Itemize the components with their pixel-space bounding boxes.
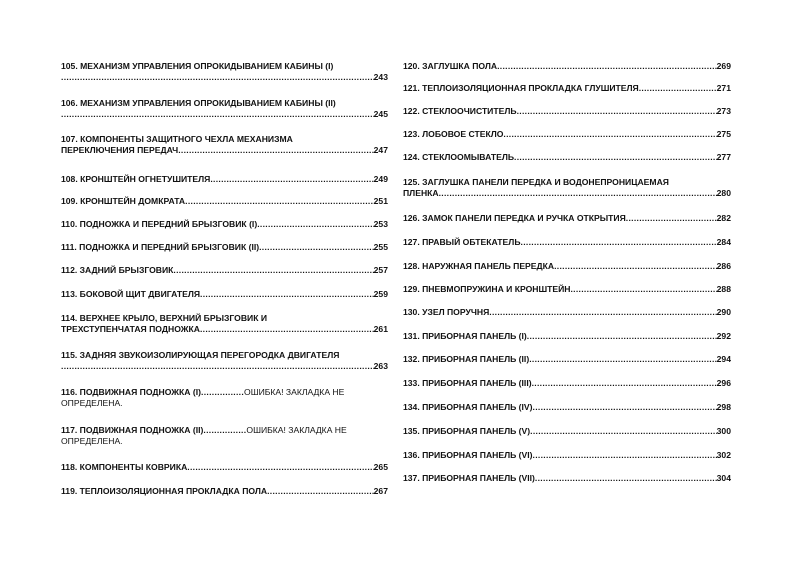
toc-line <box>403 152 731 163</box>
dot-leader <box>626 213 717 224</box>
toc-entry[interactable] <box>403 237 731 248</box>
dot-leader <box>533 402 717 413</box>
toc-line <box>61 387 388 398</box>
page-number: 249 <box>373 174 388 184</box>
entry-title: 114. ВЕРХНЕЕ КРЫЛО, ВЕРХНИЙ БРЫЗГОВИК И <box>61 313 268 323</box>
toc-entry[interactable] <box>61 219 388 230</box>
toc-entry[interactable] <box>61 387 388 409</box>
page-number: 302 <box>716 450 731 460</box>
dot-leader <box>527 331 717 342</box>
page-number: 294 <box>716 354 731 364</box>
entry-title: 118. КОМПОНЕНТЫ КОВРИКА <box>61 462 188 472</box>
entry-title-cont: ПЕРЕКЛЮЧЕНИЯ ПЕРЕДАЧ <box>61 145 179 155</box>
dot-leader <box>61 361 374 372</box>
toc-line <box>61 361 388 372</box>
toc-line <box>61 145 388 156</box>
dot-leader <box>532 378 717 389</box>
dot-leader <box>203 425 246 436</box>
toc-entry[interactable] <box>403 61 731 72</box>
toc-entry[interactable] <box>61 462 388 473</box>
toc-entry[interactable] <box>403 354 731 365</box>
page-number: 271 <box>716 83 731 93</box>
bookmark-error-cont: ОПРЕДЕЛЕНА. <box>61 398 123 408</box>
toc-line <box>403 237 731 248</box>
entry-title: 105. МЕХАНИЗМ УПРАВЛЕНИЯ ОПРОКИДЫВАНИЕМ КАБИНЫ (I) <box>61 61 334 71</box>
toc-line <box>403 61 731 72</box>
page-number: 247 <box>373 145 388 155</box>
entry-title-cont: ТРЕХСТУПЕНЧАТАЯ ПОДНОЖКА <box>61 324 200 334</box>
page-number: 282 <box>716 213 731 223</box>
dot-leader <box>529 354 716 365</box>
toc-line <box>403 83 731 94</box>
entry-title: 130. УЗЕЛ ПОРУЧНЯ <box>403 307 490 317</box>
dot-leader <box>61 109 374 120</box>
dot-leader <box>503 129 716 140</box>
entry-title: 116. ПОДВИЖНАЯ ПОДНОЖКА (I) <box>61 387 202 397</box>
dot-leader <box>639 83 717 94</box>
toc-line <box>403 106 731 117</box>
toc-line <box>61 72 388 83</box>
entry-title: 124. СТЕКЛООМЫВАТЕЛЬ <box>403 152 515 162</box>
toc-line <box>61 486 388 497</box>
toc-line <box>403 426 731 437</box>
toc-entry[interactable] <box>403 378 731 389</box>
toc-entry[interactable] <box>61 425 388 447</box>
toc-entry[interactable] <box>403 473 731 484</box>
bookmark-error-cont: ОПРЕДЕЛЕНА. <box>61 436 123 446</box>
bookmark-error: ОШИБКА! ЗАКЛАДКА НЕ <box>246 425 347 435</box>
toc-entry[interactable] <box>61 196 388 207</box>
toc-entry[interactable] <box>403 426 731 437</box>
dot-leader <box>530 426 717 437</box>
toc-entry[interactable] <box>403 106 731 117</box>
toc-line <box>61 324 388 335</box>
dot-leader <box>267 486 374 497</box>
toc-entry[interactable] <box>403 331 731 342</box>
toc-line <box>403 402 731 413</box>
toc-line <box>61 196 388 207</box>
dot-leader <box>517 106 717 117</box>
dot-leader <box>497 61 717 72</box>
entry-title: 122. СТЕКЛООЧИСТИТЕЛЬ <box>403 106 517 116</box>
entry-title: 121. ТЕПЛОИЗОЛЯЦИОННАЯ ПРОКЛАДКА ГЛУШИТЕЛЯ <box>403 83 639 93</box>
entry-title: 112. ЗАДНИЙ БРЫЗГОВИК <box>61 265 174 275</box>
dot-leader <box>535 473 717 484</box>
toc-line <box>403 450 731 461</box>
toc-line <box>403 188 731 199</box>
dot-leader <box>178 145 373 156</box>
page-number: 253 <box>373 219 388 229</box>
dot-leader <box>61 72 374 83</box>
dot-leader <box>185 196 374 207</box>
entry-title: 119. ТЕПЛОИЗОЛЯЦИОННАЯ ПРОКЛАДКА ПОЛА <box>61 486 268 496</box>
dot-leader <box>259 242 374 253</box>
toc-entry[interactable] <box>403 177 731 199</box>
toc-line <box>403 378 731 389</box>
toc-line <box>61 265 388 276</box>
toc-line <box>61 425 388 436</box>
dot-leader <box>533 450 717 461</box>
toc-entry[interactable] <box>403 129 731 140</box>
page-number: 243 <box>373 72 388 82</box>
page-number: 251 <box>373 196 388 206</box>
dot-leader <box>210 174 373 185</box>
page-number: 267 <box>373 486 388 496</box>
toc-entry[interactable] <box>403 213 731 224</box>
dot-leader <box>187 462 373 473</box>
dot-leader <box>201 387 244 398</box>
entry-title: 110. ПОДНОЖКА И ПЕРЕДНИЙ БРЫЗГОВИК (I) <box>61 219 258 229</box>
entry-title: 106. МЕХАНИЗМ УПРАВЛЕНИЯ ОПРОКИДЫВАНИЕМ КАБИНЫ (II) <box>61 98 336 108</box>
dot-leader <box>257 219 373 230</box>
page-number: 245 <box>373 109 388 119</box>
toc-entry[interactable] <box>403 83 731 94</box>
entry-title: 128. НАРУЖНАЯ ПАНЕЛЬ ПЕРЕДКА <box>403 261 555 271</box>
toc-line <box>403 177 731 188</box>
page-number: 257 <box>373 265 388 275</box>
entry-title: 129. ПНЕВМОПРУЖИНА И КРОНШТЕЙН <box>403 284 571 294</box>
dot-leader <box>514 152 717 163</box>
dot-leader <box>200 324 374 335</box>
toc-line <box>61 98 388 109</box>
entry-title: 137. ПРИБОРНАЯ ПАНЕЛЬ (VII) <box>403 473 535 483</box>
entry-title: 133. ПРИБОРНАЯ ПАНЕЛЬ (III) <box>403 378 532 388</box>
toc-entry[interactable] <box>61 61 388 83</box>
page-number: 269 <box>716 61 731 71</box>
page-number: 288 <box>716 284 731 294</box>
page-number: 286 <box>716 261 731 271</box>
toc-line <box>403 354 731 365</box>
toc-line <box>61 134 388 145</box>
page-number: 284 <box>716 237 731 247</box>
toc-entry[interactable] <box>61 265 388 276</box>
entry-title-cont: ПЛЕНКА <box>403 188 439 198</box>
entry-title: 107. КОМПОНЕНТЫ ЗАЩИТНОГО ЧЕХЛА МЕХАНИЗМА <box>61 134 293 144</box>
toc-entry[interactable] <box>61 242 388 253</box>
entry-title: 120. ЗАГЛУШКА ПОЛА <box>403 61 498 71</box>
page-number: 298 <box>716 402 731 412</box>
dot-leader <box>439 188 717 199</box>
entry-title: 117. ПОДВИЖНАЯ ПОДНОЖКА (II) <box>61 425 204 435</box>
toc-entry[interactable] <box>61 289 388 300</box>
toc-line <box>403 213 731 224</box>
dot-leader <box>570 284 716 295</box>
toc-line <box>61 219 388 230</box>
page-number: 273 <box>716 106 731 116</box>
page-number: 292 <box>716 331 731 341</box>
toc-entry[interactable] <box>61 486 388 497</box>
dot-leader <box>554 261 717 272</box>
entry-title: 115. ЗАДНЯЯ ЗВУКОИЗОЛИРУЮЩАЯ ПЕРЕГОРОДКА ДВИГАТЕЛЯ <box>61 350 340 360</box>
entry-title: 125. ЗАГЛУШКА ПАНЕЛИ ПЕРЕДКА И ВОДОНЕПРОНИЦАЕМАЯ <box>403 177 669 187</box>
page-number: 277 <box>716 152 731 162</box>
toc-line <box>403 473 731 484</box>
toc-entry[interactable] <box>403 261 731 272</box>
entry-title: 123. ЛОБОВОЕ СТЕКЛО <box>403 129 504 139</box>
page-number: 263 <box>373 361 388 371</box>
page-number: 261 <box>373 324 388 334</box>
entry-title: 131. ПРИБОРНАЯ ПАНЕЛЬ (I) <box>403 331 527 341</box>
dot-leader <box>521 237 717 248</box>
toc-entry[interactable] <box>61 174 388 185</box>
toc-line <box>403 129 731 140</box>
toc-entry[interactable] <box>403 402 731 413</box>
page-number: 296 <box>716 378 731 388</box>
toc-line <box>61 61 388 72</box>
toc-entry[interactable] <box>403 307 731 318</box>
page-number: 290 <box>716 307 731 317</box>
toc-entry[interactable] <box>403 284 731 295</box>
toc-line <box>61 398 388 409</box>
entry-title: 111. ПОДНОЖКА И ПЕРЕДНИЙ БРЫЗГОВИК (II) <box>61 242 260 252</box>
page-number: 280 <box>716 188 731 198</box>
toc-line <box>61 174 388 185</box>
entry-title: 126. ЗАМОК ПАНЕЛИ ПЕРЕДКА И РУЧКА ОТКРЫТИЯ <box>403 213 626 223</box>
toc-entry[interactable] <box>403 152 731 163</box>
entry-title: 136. ПРИБОРНАЯ ПАНЕЛЬ (VI) <box>403 450 533 460</box>
entry-title: 127. ПРАВЫЙ ОБТЕКАТЕЛЬ <box>403 237 521 247</box>
toc-line <box>61 313 388 324</box>
dot-leader <box>200 289 374 300</box>
toc-line <box>61 462 388 473</box>
page-number: 259 <box>373 289 388 299</box>
bookmark-error: ОШИБКА! ЗАКЛАДКА НЕ <box>244 387 345 397</box>
entry-title: 113. БОКОВОЙ ЩИТ ДВИГАТЕЛЯ <box>61 289 201 299</box>
toc-line <box>61 350 388 361</box>
toc-line <box>61 109 388 120</box>
toc-line <box>61 436 388 447</box>
entry-title: 108. КРОНШТЕЙН ОГНЕТУШИТЕЛЯ <box>61 174 211 184</box>
entry-title: 132. ПРИБОРНАЯ ПАНЕЛЬ (II) <box>403 354 530 364</box>
toc-line <box>61 242 388 253</box>
toc-entry[interactable] <box>61 350 388 372</box>
entry-title: 134. ПРИБОРНАЯ ПАНЕЛЬ (IV) <box>403 402 533 412</box>
page-number: 275 <box>716 129 731 139</box>
toc-entry[interactable] <box>61 98 388 120</box>
dot-leader <box>489 307 716 318</box>
page-number: 304 <box>716 473 731 483</box>
dot-leader <box>173 265 373 276</box>
entry-title: 135. ПРИБОРНАЯ ПАНЕЛЬ (V) <box>403 426 531 436</box>
entry-title: 109. КРОНШТЕЙН ДОМКРАТА <box>61 196 186 206</box>
toc-line <box>403 307 731 318</box>
page-number: 300 <box>716 426 731 436</box>
toc-entry[interactable] <box>61 313 388 335</box>
toc-line <box>403 331 731 342</box>
toc-line <box>403 284 731 295</box>
page-number: 265 <box>373 462 388 472</box>
page-number: 255 <box>373 242 388 252</box>
toc-entry[interactable] <box>61 134 388 156</box>
toc-entry[interactable] <box>403 450 731 461</box>
toc-line <box>403 261 731 272</box>
toc-line <box>61 289 388 300</box>
